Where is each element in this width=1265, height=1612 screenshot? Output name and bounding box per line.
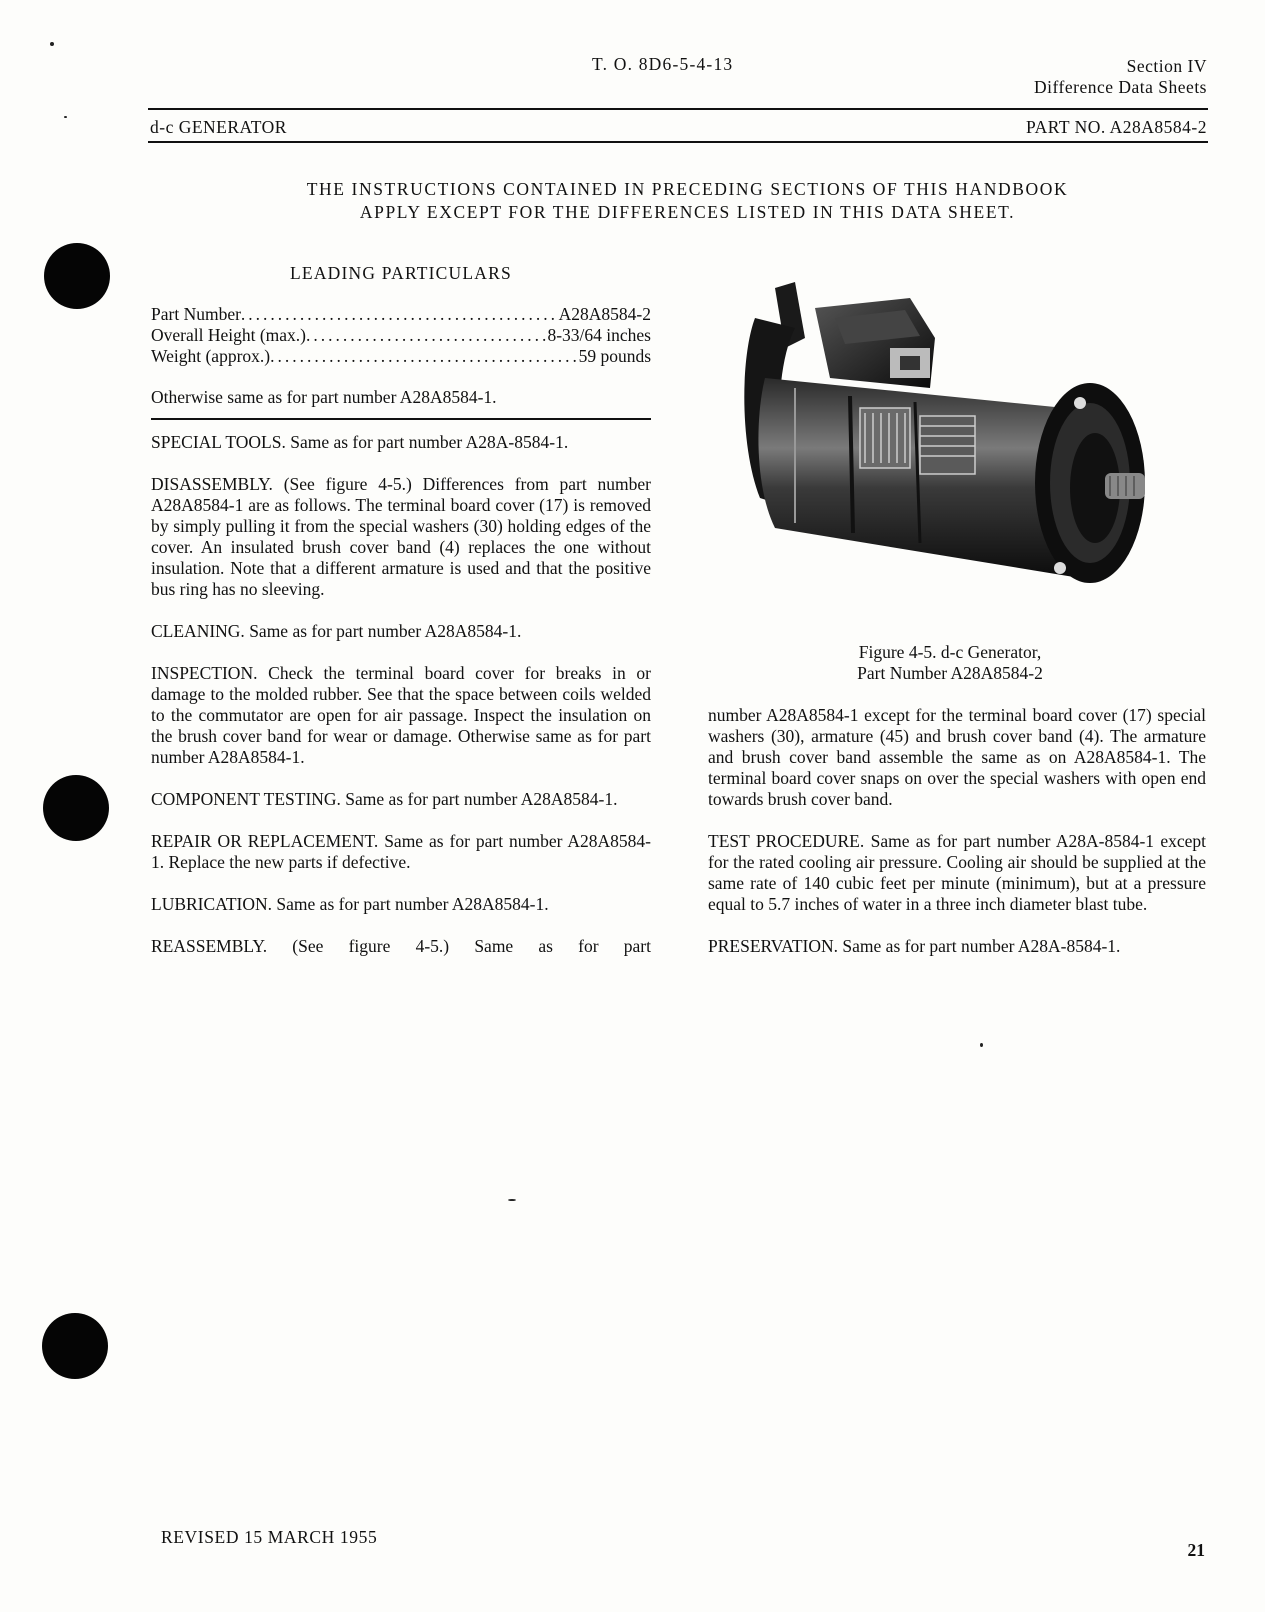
paragraph-reassembly-continued [708, 705, 1206, 810]
leading-particulars-title: LEADING PARTICULARS [290, 263, 512, 283]
particulars-value: A28A8584-2 [558, 304, 651, 324]
leader-dots [270, 346, 578, 367]
binder-hole-bottom [42, 1313, 108, 1379]
paragraph-disassembly [151, 474, 651, 600]
left-column [151, 263, 651, 978]
particulars-label: Weight (approx.) [151, 346, 271, 366]
paragraph-heading: INSPECTION. [151, 663, 258, 683]
scan-speck [50, 42, 54, 46]
paragraph-text: Check the terminal board cover for breaks in or damage to the molded rubber. See that the space between coils welded to the commutator are open for air passage. Inspect the insulation on the brush cover band for wear or damage. Otherwise same as for part number A28A8584-1. [151, 663, 652, 767]
section-label: Section IV [1126, 56, 1207, 76]
paragraph-text: (See figure 4-5.) Same as for part [292, 936, 651, 956]
particulars-note: Otherwise same as for part number A28A8584-1. [151, 387, 651, 420]
paragraph-repair [151, 831, 651, 873]
paragraph-preservation [708, 936, 1206, 957]
particulars-label: Overall Height (max.) [151, 325, 307, 345]
paragraph-text: (See figure 4-5.) Differences from part number A28A8584-1 are as follows. The terminal board cover (17) is removed by simply pulling it from the special washers (30) holding edges of the cover. An insulated brush cover band (4) replaces the one without insulation. Note that a different armature is used and that the positive bus ring has no sleeving. [151, 474, 651, 599]
paragraph-heading: SPECIAL TOOLS. [151, 432, 286, 452]
paragraph-inspection [151, 663, 651, 768]
particulars-row [151, 304, 651, 325]
paragraph-text: Same as for part number A28A8584-1. [276, 894, 549, 914]
paragraph-heading: CLEANING. [151, 621, 245, 641]
intro-statement: THE INSTRUCTIONS CONTAINED IN PRECEDING SECTIONS OF THIS HANDBOOK APPLY EXCEPT FOR THE DIFFERENCES LISTED IN THIS DATA SHEET. [306, 179, 1069, 222]
particulars-value: 59 pounds [578, 346, 651, 366]
leader-dots [306, 325, 547, 346]
paragraph-heading: LUBRICATION. [151, 894, 273, 914]
paragraph-text: Same as for part number A28A8584-1. Replace the new parts if defective. [151, 831, 652, 872]
figure-caption-line-2: Part Number A28A8584-2 [857, 663, 1043, 683]
scan-speck [980, 1043, 983, 1047]
paragraph-heading: REASSEMBLY. [151, 936, 268, 956]
section-title: Difference Data Sheets [1034, 77, 1207, 97]
paragraph-heading: COMPONENT TESTING. [151, 789, 341, 809]
scan-speck [64, 116, 67, 118]
figure-caption [800, 642, 1100, 684]
figure-caption-line-1: Figure 4-5. d-c Generator, [858, 642, 1042, 662]
paragraph-lubrication [151, 894, 651, 915]
header-rule-bottom [148, 141, 1208, 143]
paragraph-text: Same as for part number A28A8584-1. [345, 789, 618, 809]
paragraph-heading: PRESERVATION. [708, 936, 839, 956]
paragraph-heading: DISASSEMBLY. [151, 474, 273, 494]
paragraph-heading: TEST PROCEDURE. [708, 831, 865, 851]
header-rule-top [148, 108, 1208, 110]
paragraph-cleaning [151, 621, 651, 642]
paragraph-text: Same as for part number A28A-8584-1. [290, 432, 569, 452]
binder-hole-middle [43, 775, 109, 841]
revision-date: REVISED 15 MARCH 1955 [161, 1527, 378, 1547]
binder-hole-top [44, 243, 110, 309]
particulars-label: Part Number [151, 304, 241, 324]
scan-speck [508, 1199, 516, 1201]
particulars-row [151, 325, 651, 346]
part-number-heading: PART NO. A28A8584-2 [1025, 117, 1207, 137]
page-number: 21 [1187, 1540, 1205, 1560]
subject-title: d-c GENERATOR [150, 117, 287, 137]
paragraph-text: Same as for part number A28A8584-1. [249, 621, 522, 641]
leading-particulars-table [151, 304, 651, 367]
paragraph-test-procedure [708, 831, 1206, 915]
particulars-row [151, 346, 651, 367]
particulars-value: 8-33/64 inches [547, 325, 651, 345]
paragraph-component-testing [151, 789, 651, 810]
leader-dots [241, 304, 559, 325]
paragraph-text: number A28A8584-1 except for the terminal board cover (17) special washers (30), armature (45) and brush cover band (4). The armature and brush cover band assemble the same as on A28A8584-1. The terminal board cover snaps on over the special washers with open end towards brush cover band. [708, 705, 1206, 809]
paragraph-text: Same as for part number A28A-8584-1 except for the rated cooling air pressure. Cooling air should be supplied at the same rate of 140 cubic feet per minute (minimum), but at a pressure equal to 5.7 inches of water in a three inch diameter blast tube. [708, 831, 1207, 914]
generator-photo [735, 278, 1168, 608]
document-number: T. O. 8D6-5-4-13 [592, 54, 734, 74]
paragraph-reassembly [151, 936, 651, 957]
right-column [708, 705, 1206, 978]
paragraph-heading: REPAIR OR REPLACEMENT. [151, 831, 379, 851]
paragraph-special-tools [151, 432, 651, 453]
paragraph-text: Same as for part number A28A-8584-1. [842, 936, 1121, 956]
